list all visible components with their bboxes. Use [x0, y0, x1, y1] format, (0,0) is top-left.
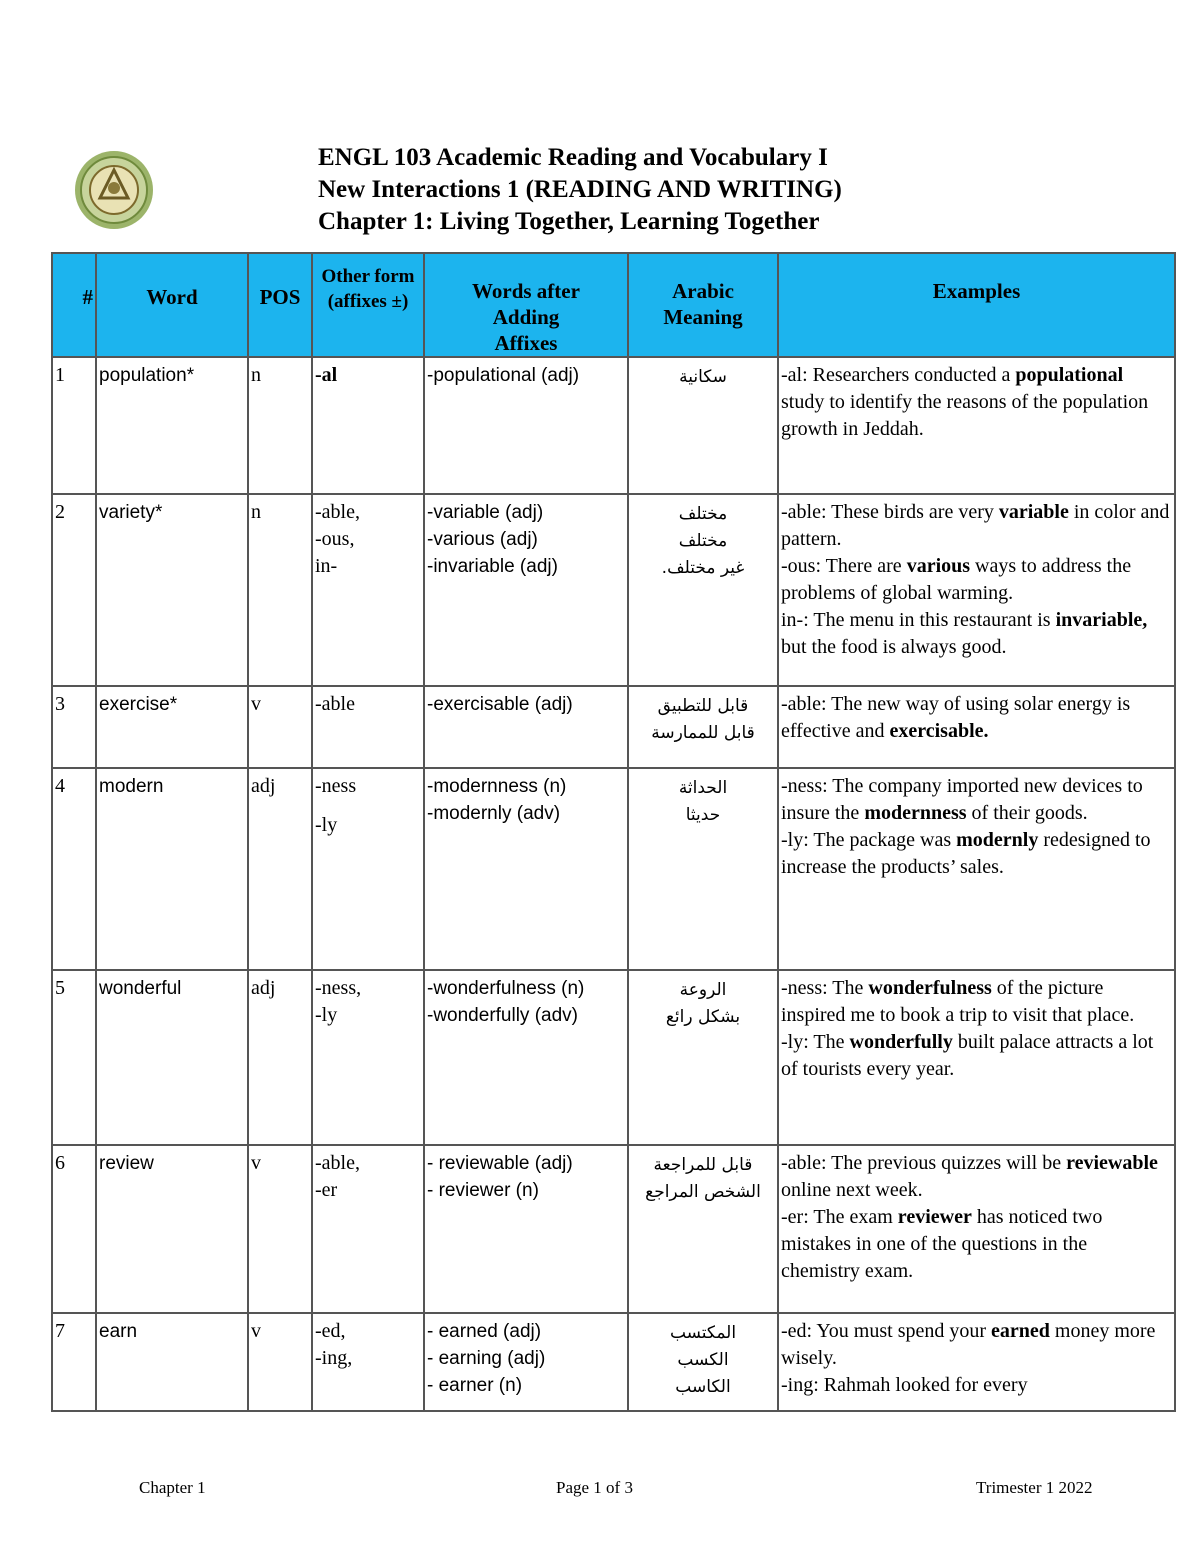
word-text: review: [99, 1153, 154, 1174]
example-text: -able: The previous quizzes will be: [781, 1152, 1067, 1174]
example-keyword: wonderfulness: [868, 977, 992, 999]
table-row: [52, 357, 1175, 494]
example-keyword: various: [906, 555, 971, 577]
table-row: [52, 970, 1175, 1145]
pos-cell: [248, 1313, 312, 1411]
derived-words-cell: [424, 1313, 628, 1411]
example-text: -ness: The company imported new devices to insure the: [781, 775, 1143, 824]
document-title: ENGL 103 Academic Reading and Vocabulary I: [318, 144, 828, 171]
example-sentence: [781, 362, 1170, 443]
document-subtitle: New Interactions 1 (READING AND WRITING): [318, 176, 842, 203]
example-text: -ing: Rahmah looked for every: [781, 1374, 1028, 1396]
derived-word-text: - earned (adj): [427, 1321, 542, 1342]
pos-text: v: [251, 1320, 261, 1342]
pos-cell: [248, 494, 312, 686]
example-keyword: wonderfully: [849, 1031, 953, 1053]
example-text: -ous: There are: [781, 555, 907, 577]
example-sentence: [781, 1204, 1170, 1285]
affix-text: -ly: [315, 1004, 338, 1026]
pos-cell: [248, 1145, 312, 1313]
word-text: earn: [99, 1321, 138, 1342]
example-text: of the picture inspired me to book a trip to visit that place.: [781, 977, 1135, 1026]
row-number: [52, 970, 96, 1145]
column-header-pos: POS: [248, 253, 312, 357]
example-keyword: variable: [998, 501, 1069, 523]
example-sentence: [781, 1372, 1170, 1399]
affixes-cell: [312, 686, 424, 768]
affix-text: -ing,: [315, 1347, 353, 1369]
row-number: [52, 494, 96, 686]
word-cell: [96, 1313, 248, 1411]
row-number-text: 3: [55, 693, 65, 715]
pos-cell: [248, 970, 312, 1145]
derived-words-cell: [424, 357, 628, 494]
arabic-meaning-text: قابل للممارسة: [651, 723, 755, 743]
pos-cell: [248, 768, 312, 970]
word-text: population*: [99, 365, 195, 386]
example-text: but the food is always good.: [781, 636, 1007, 658]
row-number-text: 5: [55, 977, 65, 999]
example-keyword: modernly: [956, 829, 1039, 851]
chapter-title: Chapter 1: Living Together, Learning Together: [318, 208, 820, 235]
example-keyword: earned: [991, 1320, 1050, 1342]
example-text: online next week.: [781, 1179, 923, 1201]
row-number-text: 2: [55, 501, 65, 523]
affix-text: -ness,: [315, 977, 362, 999]
table-row: [52, 686, 1175, 768]
arabic-meaning-cell: [628, 357, 778, 494]
example-keyword: modernness: [864, 802, 967, 824]
derived-word-text: -modernly (adv): [427, 803, 561, 824]
example-text: built palace attracts a lot of tourists every year.: [781, 1031, 1154, 1080]
affixes-cell: [312, 768, 424, 970]
derived-word-text: -modernness (n): [427, 776, 567, 797]
affix-text: -ed,: [315, 1320, 346, 1342]
arabic-meaning-cell: [628, 1313, 778, 1411]
example-text: in-: The menu in this restaurant is: [781, 609, 1056, 631]
example-sentence: [781, 773, 1170, 827]
affix-text: -able,: [315, 1152, 360, 1174]
affix-text: -able,: [315, 501, 360, 523]
example-text: -ness: The: [781, 977, 869, 999]
arabic-meaning-text: بشكل رائع: [665, 1007, 741, 1027]
example-sentence: [781, 1318, 1170, 1372]
example-text: money more wisely.: [781, 1320, 1156, 1369]
example-keyword: reviewer: [897, 1206, 972, 1228]
example-text: -ly: The: [781, 1031, 850, 1053]
affixes-cell: [312, 357, 424, 494]
derived-word-text: -variable (adj): [427, 502, 544, 523]
example-text: -ly: The package was: [781, 829, 957, 851]
derived-word-text: - reviewer (n): [427, 1180, 539, 1201]
column-header-words-after: Words after Adding Affixes: [424, 253, 628, 357]
word-cell: [96, 357, 248, 494]
example-text: of their goods.: [966, 802, 1088, 824]
example-sentence: [781, 499, 1170, 553]
derived-words-cell: [424, 768, 628, 970]
example-keyword: invariable,: [1055, 609, 1148, 631]
derived-word-text: -wonderfulness (n): [427, 978, 585, 999]
affix-text: -er: [315, 1179, 338, 1201]
arabic-meaning-cell: [628, 494, 778, 686]
derived-word-text: -populational (adj): [427, 365, 580, 386]
row-number: [52, 1313, 96, 1411]
row-number-text: 6: [55, 1152, 65, 1174]
example-text: -able: The new way of using solar energy is effective and: [781, 693, 1131, 742]
derived-word-text: -exercisable (adj): [427, 694, 573, 715]
pos-text: v: [251, 1152, 261, 1174]
arabic-meaning-text: مختلف: [678, 531, 728, 551]
table-row: [52, 1313, 1175, 1411]
affixes-cell: [312, 1313, 424, 1411]
row-number: [52, 768, 96, 970]
row-number: [52, 686, 96, 768]
example-text: redesigned to increase the products’ sales.: [781, 829, 1151, 878]
footer-page-number: Page 1 of 3: [556, 1478, 633, 1497]
example-sentence: [781, 1150, 1170, 1204]
pos-cell: [248, 357, 312, 494]
row-number-text: 1: [55, 364, 65, 386]
pos-cell: [248, 686, 312, 768]
column-header-examples: Examples: [778, 253, 1175, 357]
arabic-meaning-text: الروعة: [679, 980, 727, 1000]
example-text: -er: The exam: [781, 1206, 898, 1228]
affix-text: -ness: [315, 775, 357, 797]
affix-text: in-: [315, 555, 338, 577]
arabic-meaning-text: قابل للتطبيق: [657, 696, 749, 716]
example-text: -al: Researchers conducted a: [781, 364, 1016, 386]
table-row: [52, 768, 1175, 970]
example-sentence: [781, 607, 1170, 661]
derived-word-text: - reviewable (adj): [427, 1153, 573, 1174]
pos-text: n: [251, 364, 261, 386]
examples-cell: [778, 970, 1175, 1145]
footer-trimester: Trimester 1 2022: [976, 1478, 1093, 1497]
example-sentence: [781, 1029, 1170, 1083]
word-text: wonderful: [99, 978, 182, 999]
arabic-meaning-cell: [628, 1145, 778, 1313]
row-number: [52, 1145, 96, 1313]
arabic-meaning-cell: [628, 768, 778, 970]
example-text: study to identify the reasons of the population growth in Jeddah.: [781, 391, 1149, 440]
row-number: [52, 357, 96, 494]
derived-word-text: -wonderfully (adv): [427, 1005, 578, 1026]
affixes-cell: [312, 970, 424, 1145]
examples-cell: [778, 1145, 1175, 1313]
affixes-cell: [312, 494, 424, 686]
word-text: variety*: [99, 502, 163, 523]
word-cell: [96, 686, 248, 768]
example-keyword: populational: [1015, 364, 1124, 386]
pos-text: adj: [251, 977, 276, 999]
pos-text: adj: [251, 775, 276, 797]
table-row: [52, 1145, 1175, 1313]
affix-text: -al: [315, 364, 338, 386]
arabic-meaning-cell: [628, 686, 778, 768]
derived-words-cell: [424, 970, 628, 1145]
derived-words-cell: [424, 494, 628, 686]
affixes-cell: [312, 1145, 424, 1313]
footer-chapter: Chapter 1: [139, 1478, 206, 1497]
examples-cell: [778, 1313, 1175, 1411]
arabic-meaning-text: المكتسب: [669, 1323, 737, 1343]
arabic-meaning-text: مختلف: [678, 504, 728, 524]
derived-words-cell: [424, 686, 628, 768]
word-cell: [96, 768, 248, 970]
pos-text: v: [251, 693, 261, 715]
examples-cell: [778, 357, 1175, 494]
example-sentence: [781, 975, 1170, 1029]
example-sentence: [781, 827, 1170, 881]
table-row: [52, 494, 1175, 686]
table-body: [52, 357, 1175, 1411]
word-cell: [96, 970, 248, 1145]
example-keyword: exercisable.: [889, 720, 989, 742]
column-header-arabic: Arabic Meaning: [628, 253, 778, 357]
arabic-meaning-text: قابل للمراجعة: [653, 1155, 753, 1175]
examples-cell: [778, 494, 1175, 686]
arabic-meaning-cell: [628, 970, 778, 1145]
example-text: -able: These birds are very: [781, 501, 999, 523]
example-text: -ed: You must spend your: [781, 1320, 992, 1342]
arabic-meaning-text: حديثا: [685, 805, 721, 825]
example-sentence: [781, 553, 1170, 607]
word-cell: [96, 494, 248, 686]
affix-text: -ous,: [315, 528, 355, 550]
derived-word-text: -various (adj): [427, 529, 538, 550]
arabic-meaning-text: غير مختلف.: [661, 558, 745, 578]
derived-word-text: - earner (n): [427, 1375, 523, 1396]
example-text: has noticed two mistakes in one of the questions in the chemistry exam.: [781, 1206, 1103, 1282]
arabic-meaning-text: الحداثة: [678, 778, 728, 798]
word-text: modern: [99, 776, 164, 797]
table-header-row: [52, 253, 1175, 357]
row-number-text: 4: [55, 775, 65, 797]
column-header-num: #: [52, 253, 96, 357]
example-text: in color and pattern.: [781, 501, 1170, 550]
example-keyword: reviewable: [1066, 1152, 1158, 1174]
arabic-meaning-text: الشخص المراجع: [645, 1182, 761, 1202]
derived-word-text: - earning (adj): [427, 1348, 546, 1369]
arabic-meaning-text: سكانية: [679, 367, 727, 387]
examples-cell: [778, 768, 1175, 970]
word-cell: [96, 1145, 248, 1313]
pos-text: n: [251, 501, 261, 523]
arabic-meaning-text: الكسب: [677, 1350, 729, 1370]
university-seal-icon: [73, 150, 155, 230]
affix-text: -ly: [315, 814, 338, 836]
word-text: exercise*: [99, 694, 178, 715]
example-sentence: [781, 691, 1170, 745]
derived-word-text: -invariable (adj): [427, 556, 558, 577]
affix-text: -able: [315, 693, 355, 715]
example-text: ways to address the problems of global warming.: [781, 555, 1132, 604]
examples-cell: [778, 686, 1175, 768]
column-header-other-form: Other form (affixes ±): [312, 253, 424, 357]
column-header-word: Word: [96, 253, 248, 357]
arabic-meaning-text: الكاسب: [675, 1377, 731, 1397]
vocabulary-table: [51, 252, 1176, 1412]
row-number-text: 7: [55, 1320, 65, 1342]
derived-words-cell: [424, 1145, 628, 1313]
